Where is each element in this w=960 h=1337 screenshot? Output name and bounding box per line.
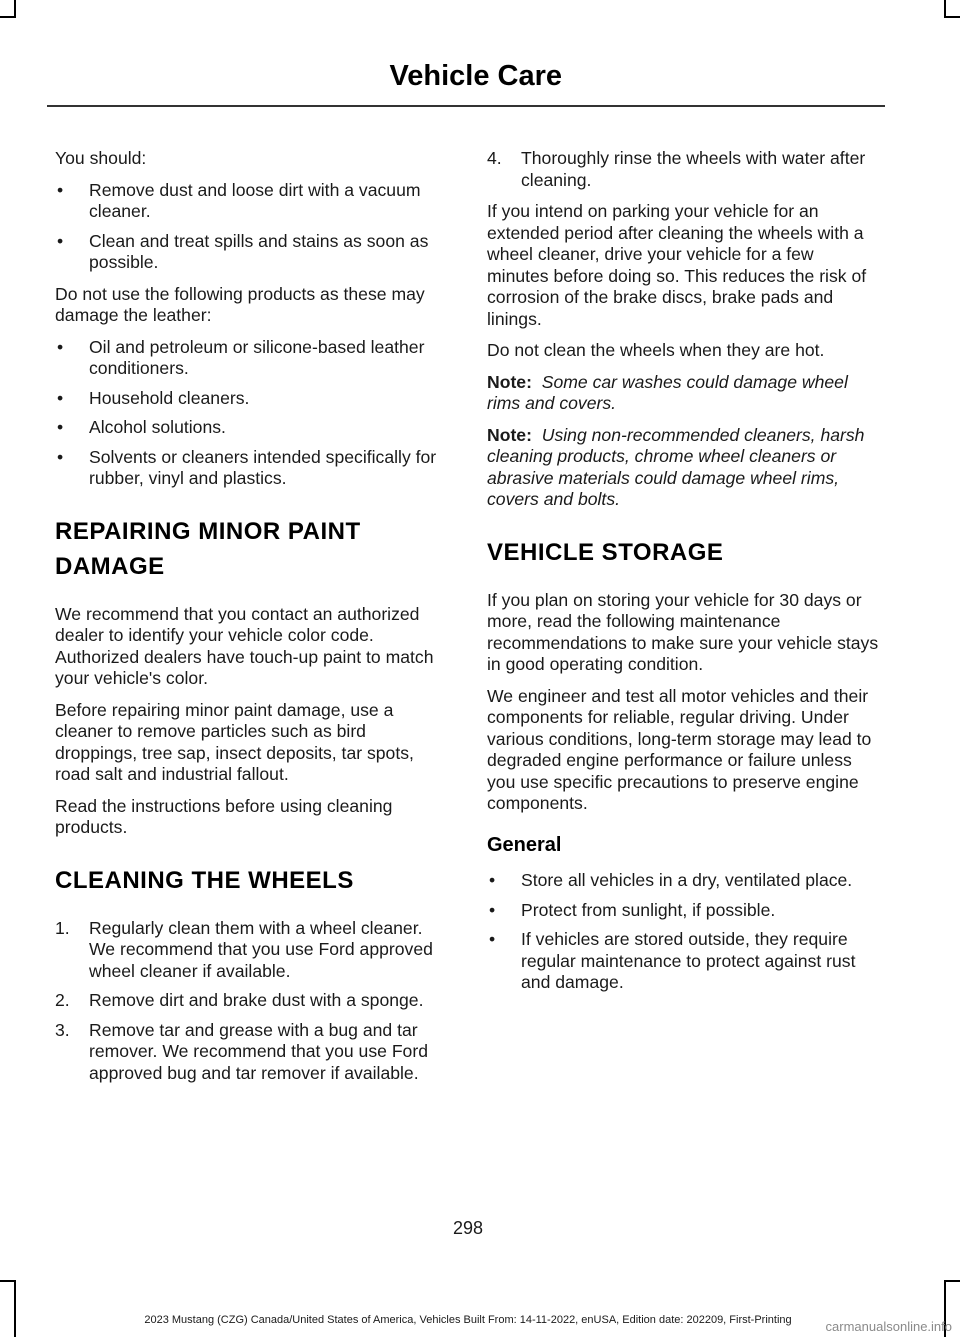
crop-mark [944,1280,960,1282]
paint-paragraph: Read the instructions before using cleaning products. [55,795,393,837]
note-text: Some car washes could damage wheel rims and covers. [487,371,848,413]
list-item: • Protect from sunlight, if possible. [487,900,879,922]
note [487,372,879,415]
paint-paragraph: Before repairing minor paint damage, use a cleaner to remove particles such as bird droppings, tree sap, insect deposits, tar spots, road salt and industrial fallout. [55,699,414,784]
list-item: • Alcohol solutions. [55,417,447,439]
wheels-heading: CLEANING THE WHEELS [55,866,354,894]
storage-paragraph: We engineer and test all motor vehicles and their components for reliable, regular driving. Under various conditions, long-term storage may lead to degraded engine performance or failure unless you use specific precautions to preserve engine components. [487,685,872,813]
list-item: • Household cleaners. [55,388,447,410]
page-number: 298 [452,1218,484,1238]
list-item: • If vehicles are stored outside, they require regular maintenance to protect against rust and damage. [487,929,879,994]
paint-heading-line1: REPAIRING MINOR PAINT [55,517,361,545]
step-text: Thoroughly rinse the wheels with water after cleaning. [521,148,866,190]
crop-mark [14,1280,16,1337]
wheel-steps-continued [487,148,879,191]
paint-paragraph: We recommend that you contact an authorized dealer to identify your vehicle color code. Authorized dealers have touch-up paint to match your vehicle's color. [55,603,434,688]
avoid-list [55,337,447,490]
wheel-step [487,148,879,191]
step-text: Remove tar and grease with a bug and tar remover. We recommend that you use Ford approved bug and tar remover if available. [89,1019,428,1083]
should-list [55,180,447,274]
step-text: Regularly clean them with a wheel cleaner. We recommend that you use Ford approved wheel cleaner if available. [89,917,433,981]
general-heading: General [487,833,562,856]
step-number: 1. [55,917,70,938]
step-number: 3. [55,1019,70,1040]
left-column [55,148,447,1094]
step-text: Remove dirt and brake dust with a sponge. [89,990,424,1010]
storage-heading: VEHICLE STORAGE [487,538,724,566]
note-text: Using non-recommended cleaners, harsh cleaning products, chrome wheel cleaners or abrasive materials could damage wheel rims, covers and bolts. [487,424,865,509]
note-label: Note: [487,371,532,392]
header-divider [47,105,885,107]
storage-paragraph: If you plan on storing your vehicle for 30 days or more, read the following maintenance recommendations to make sure your vehicle stays in good operating condition. [487,589,879,674]
list-item: • Clean and treat spills and stains as soon as possible. [55,231,447,274]
general-list [487,870,879,994]
list-item: • Remove dust and loose dirt with a vacuum cleaner. [55,180,447,223]
wheel-steps [55,918,447,1085]
crop-mark [944,16,960,18]
edition-footer: 2023 Mustang (CZG) Canada/United States of America, Vehicles Built From: 14-11-2022, enUSA, Edition date: 202209, First-Printing [144,1314,792,1326]
list-item: • Oil and petroleum or silicone-based leather conditioners. [55,337,447,380]
note [487,425,879,511]
paint-heading [55,516,447,582]
step-number: 4. [487,148,502,168]
right-column [487,148,879,1004]
crop-mark [0,1280,16,1282]
crop-mark [0,16,16,18]
parking-paragraph: If you intend on parking your vehicle for an extended period after cleaning the wheels with a wheel cleaner, drive your vehicle for a few minutes before doing so. This reduces the risk of corrosion of the brake discs, brake pads and linings. [487,201,867,329]
list-item: • Store all vehicles in a dry, ventilated place. [487,870,879,892]
watermark: carmanualsonline.info [825,1319,952,1334]
note-label: Note: [487,424,532,445]
list-item: • Solvents or cleaners intended specifically for rubber, vinyl and plastics. [55,447,447,490]
wheel-step [55,990,447,1012]
section-title: Vehicle Care [389,60,562,92]
hot-wheels-paragraph: Do not clean the wheels when they are hot. [487,340,825,360]
wheel-step [55,1020,447,1085]
step-number: 2. [55,990,70,1010]
wheel-step [55,918,447,983]
avoid-intro: Do not use the following products as these may damage the leather: [55,283,425,325]
intro-text: You should: [55,148,147,168]
paint-heading-line2: DAMAGE [55,552,165,580]
